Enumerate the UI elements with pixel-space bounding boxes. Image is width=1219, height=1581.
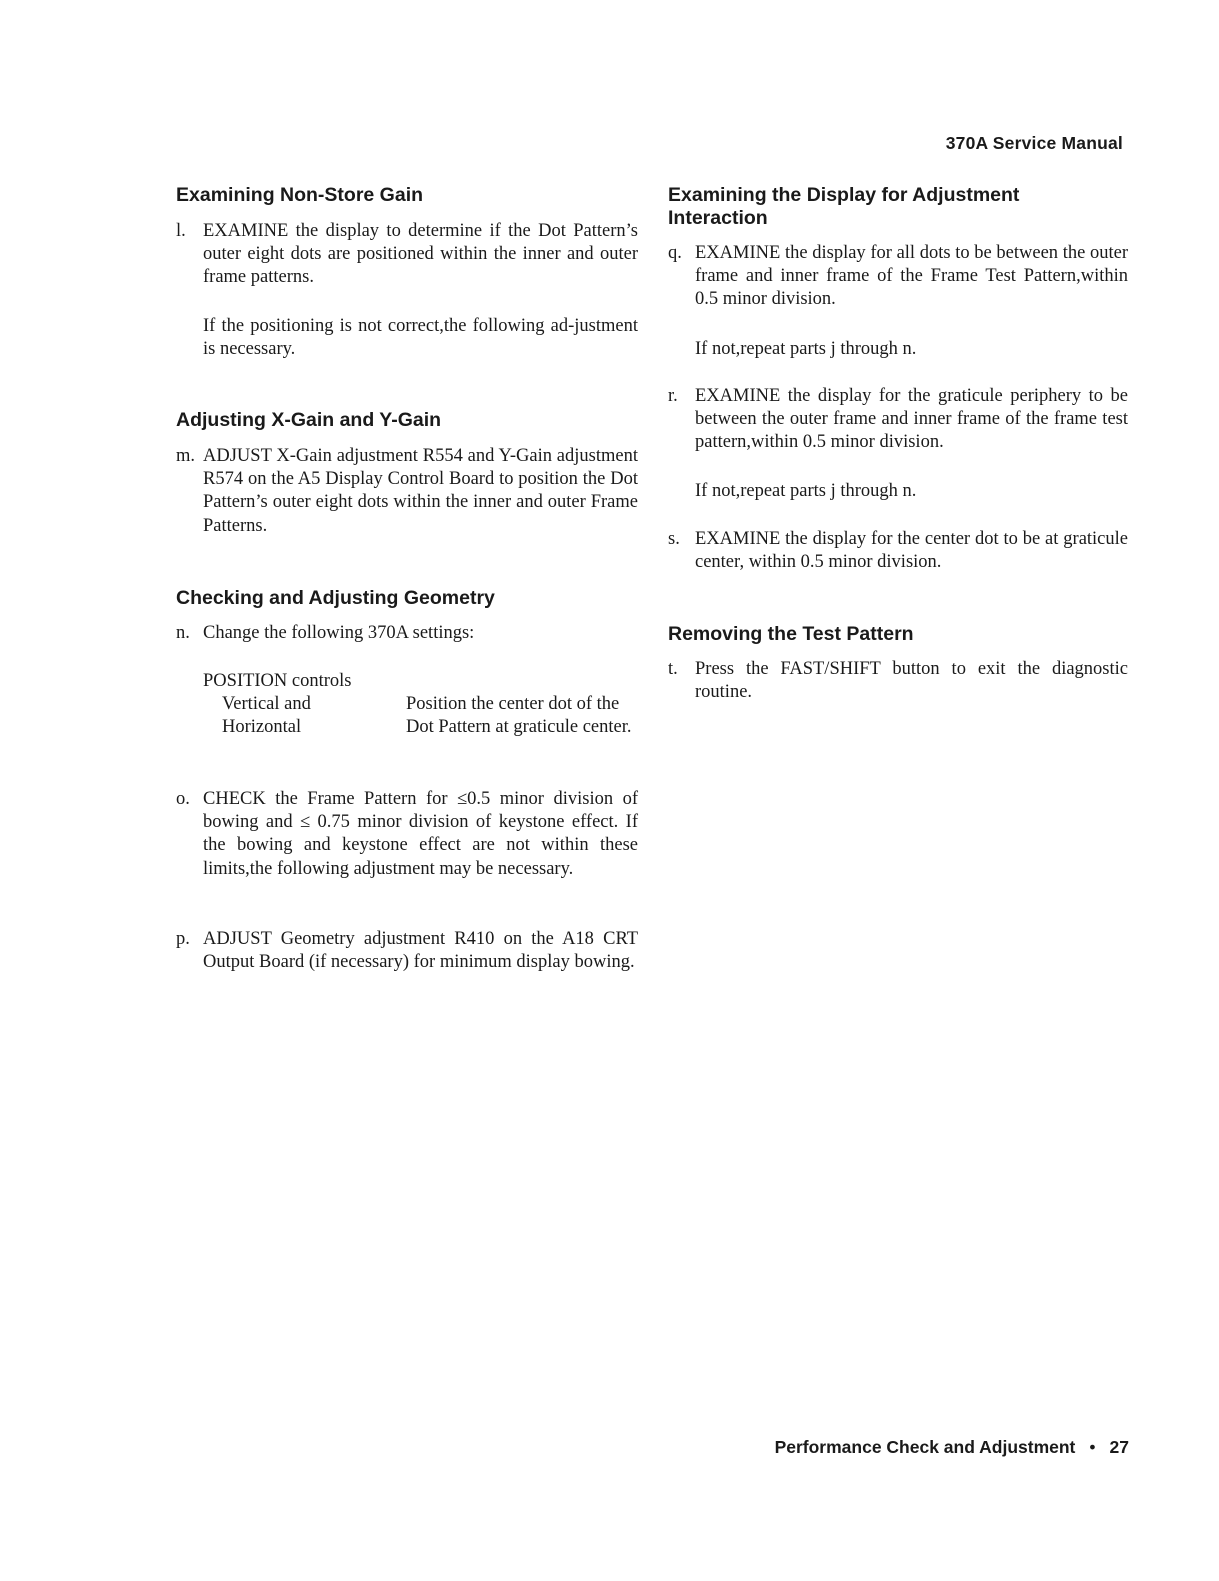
- page-number: 27: [1109, 1437, 1129, 1457]
- step-l: [176, 220, 638, 290]
- step-label: q.: [668, 243, 682, 263]
- footer-separator: •: [1089, 1437, 1096, 1457]
- step-text: ADJUST X-Gain adjustment R554 and Y-Gain adjustment R574 on the A5 Display Control Board to position the Dot Pattern’s outer eight dots within the inner and outer Frame Patterns.: [203, 446, 638, 536]
- step-r: [668, 385, 1128, 455]
- step-m: [176, 445, 638, 538]
- step-s: [668, 528, 1128, 574]
- step-label: s.: [668, 529, 680, 549]
- step-n: [176, 622, 638, 645]
- step-label: o.: [176, 789, 190, 809]
- step-text: CHECK the Frame Pattern for ≤0.5 minor division of bowing and ≤ 0.75 minor division of keystone effect. If the bowing and keystone effect are not within these limits,the following adjustment may be necessary.: [203, 789, 638, 879]
- setting-name-vertical: Vertical and: [222, 694, 311, 714]
- step-text: Change the following 370A settings:: [203, 623, 475, 643]
- setting-control-sub: [222, 693, 392, 739]
- note-repeat-r: If not,repeat parts j through n.: [695, 481, 917, 501]
- step-label: t.: [668, 659, 678, 679]
- step-label: m.: [176, 446, 196, 466]
- step-text: EXAMINE the display to determine if the Dot Pattern’s outer eight dots are positioned within the inner and outer frame patterns.: [203, 221, 638, 288]
- step-text: Press the FAST/SHIFT button to exit the diagnostic routine.: [695, 659, 1128, 703]
- note-positioning: If the positioning is not correct,the following ad-justment is necessary.: [203, 316, 638, 360]
- section-title-geometry: Checking and Adjusting Geometry: [176, 587, 495, 609]
- step-t: [668, 658, 1128, 704]
- step-text: EXAMINE the display for all dots to be between the outer frame and inner frame of the Frame Test Pattern,within 0.5 minor division.: [695, 243, 1128, 310]
- note-repeat-q: If not,repeat parts j through n.: [695, 339, 917, 359]
- section-title-non-store-gain: Examining Non-Store Gain: [176, 184, 424, 206]
- setting-description: Position the center dot of the Dot Pattern at graticule center.: [406, 694, 632, 738]
- section-title-x-y-gain: Adjusting X-Gain and Y-Gain: [176, 409, 442, 431]
- step-text: EXAMINE the display for the graticule periphery to be between the outer frame and inner frame of the frame test pattern,within 0.5 minor division.: [695, 386, 1128, 453]
- step-o: [176, 788, 638, 881]
- page-footer: [775, 1437, 1129, 1458]
- step-q: [668, 242, 1128, 312]
- step-p: [176, 928, 638, 974]
- step-label: r.: [668, 386, 678, 406]
- setting-name-horizontal: Horizontal: [222, 717, 302, 738]
- step-text: ADJUST Geometry adjustment R410 on the A18 CRT Output Board (if necessary) for minimum display bowing.: [203, 929, 638, 973]
- step-text: EXAMINE the display for the center dot to be at graticule center, within 0.5 minor division.: [695, 529, 1128, 573]
- section-title-adjustment-interaction: Examining the Display for Adjustment Interaction: [668, 184, 1020, 229]
- setting-control-name: POSITION controls: [203, 671, 352, 691]
- step-label: n.: [176, 623, 190, 643]
- settings-table: [203, 670, 638, 765]
- step-label: l.: [176, 221, 186, 241]
- running-header: 370A Service Manual: [945, 133, 1123, 153]
- section-title-removing-test-pattern: Removing the Test Pattern: [668, 623, 914, 645]
- step-label: p.: [176, 929, 190, 949]
- footer-section-title: Performance Check and Adjustment: [774, 1437, 1076, 1457]
